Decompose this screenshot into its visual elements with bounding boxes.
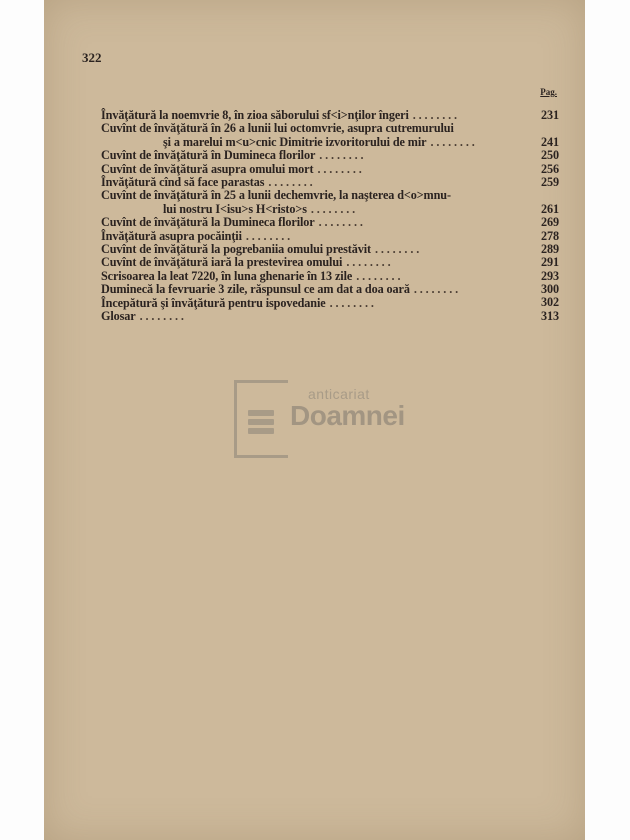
dot-leader: . . . . . . . . (356, 268, 401, 283)
toc-entry-page: 259 (541, 174, 559, 189)
page-column-header: Pag. (540, 87, 557, 97)
watermark-small-text: anticariat (308, 386, 370, 402)
toc-entry (101, 243, 559, 256)
dot-leader: . . . . . . . . (317, 161, 362, 176)
toc-entry-title: Învăţătură la noemvrie 8, în zioa săborului sf<i>nţilor îngeri (101, 108, 409, 122)
toc-entry-page: 302 (541, 295, 559, 310)
toc-entry (101, 256, 559, 269)
dot-leader: . . . . . . . . (310, 201, 356, 216)
toc-entry-page: 261 (541, 201, 559, 216)
dot-leader: . . . . . . . . (139, 308, 184, 323)
page-number: 322 (82, 50, 102, 65)
toc-entry-page: 300 (541, 282, 559, 297)
toc-entry-page: 250 (541, 148, 559, 163)
toc-entry-page: 241 (541, 134, 559, 149)
toc-entry-title: Cuvînt de învăţătură iară la prestevirea omului (101, 255, 343, 270)
toc-entry-title: Cuvînt de învăţătură în 26 a lunii lui octomvrie, asupra cutremurului (101, 121, 454, 136)
book-page (44, 0, 585, 840)
dot-leader: . . . . . . . . (318, 215, 363, 230)
toc-entry (101, 176, 559, 189)
dot-leader: . . . . . . . . (412, 108, 457, 122)
toc-entry-title: Cuvînt de învăţătură în Dumineca florilor (101, 148, 316, 163)
table-of-contents (101, 109, 559, 323)
dot-leader: . . . . . . . . (430, 134, 475, 149)
toc-entry-title: Cuvînt de învăţătură la pogrebaniia omului prestăvit (101, 241, 371, 256)
toc-entry-title: Scrisoarea la leat 7220, în luna ghenarie în 13 zile (101, 268, 353, 283)
toc-entry-title: Cuvînt de învăţătură la Dumineca florilor (101, 215, 315, 230)
toc-entry-title: Cuvînt de învăţătură în 25 a lunii dechemvrie, la naşterea d<o>mnu- (101, 188, 451, 203)
toc-entry (101, 297, 559, 310)
toc-entry-page: 291 (541, 255, 559, 270)
toc-entry-title: Cuvînt de învăţătură asupra omului mort (101, 161, 314, 176)
dot-leader: . . . . . . . . (413, 282, 459, 297)
toc-entry-page: 293 (541, 268, 559, 283)
toc-entry-title: Glosar (101, 308, 136, 323)
toc-entry-title: Învăţătură asupra pocăinţii (101, 228, 242, 243)
toc-entry (101, 283, 559, 296)
watermark-big-text: Doamnei (290, 400, 405, 431)
watermark-logo (234, 380, 434, 460)
toc-entry-title: Începătură şi învăţătură pentru ispovedanie (101, 295, 326, 310)
toc-entry-page: 278 (541, 228, 559, 243)
toc-entry (101, 310, 559, 323)
toc-entry-page: 289 (541, 241, 559, 256)
toc-entry (101, 163, 559, 176)
toc-entry (101, 149, 559, 162)
dot-leader: . . . . . . . . (329, 295, 374, 310)
toc-entry (101, 216, 559, 229)
dot-leader: . . . . . . . . (319, 148, 364, 163)
dot-leader: . . . . . . . . (374, 241, 420, 256)
dot-leader: . . . . . . . . (268, 174, 313, 189)
toc-entry-page: 231 (541, 107, 559, 122)
dot-leader: . . . . . . . . (245, 228, 291, 243)
toc-entry (101, 270, 559, 283)
toc-entry (101, 109, 559, 122)
books-icon (248, 410, 274, 437)
toc-entry (101, 230, 559, 243)
toc-entry-title: Duminecă la fevruarie 3 zile, răspunsul ce am dat a doa oară (101, 282, 410, 297)
toc-entry-page: 313 (541, 308, 559, 323)
dot-leader: . . . . . . . . (346, 255, 391, 270)
toc-entry (101, 189, 559, 216)
toc-entry (101, 122, 559, 149)
toc-entry-title: Învăţătură cînd să face parastas (101, 174, 265, 189)
toc-entry-page: 256 (541, 161, 559, 176)
toc-entry-page: 269 (541, 215, 559, 230)
toc-entry-title-continuation: lui nostru I<isu>s H<risto>s . . . . . . . . (163, 201, 356, 216)
toc-entry-title-continuation: şi a marelui m<u>cnic Dimitrie izvoritorului de mir . . . . . . . . (163, 134, 475, 149)
